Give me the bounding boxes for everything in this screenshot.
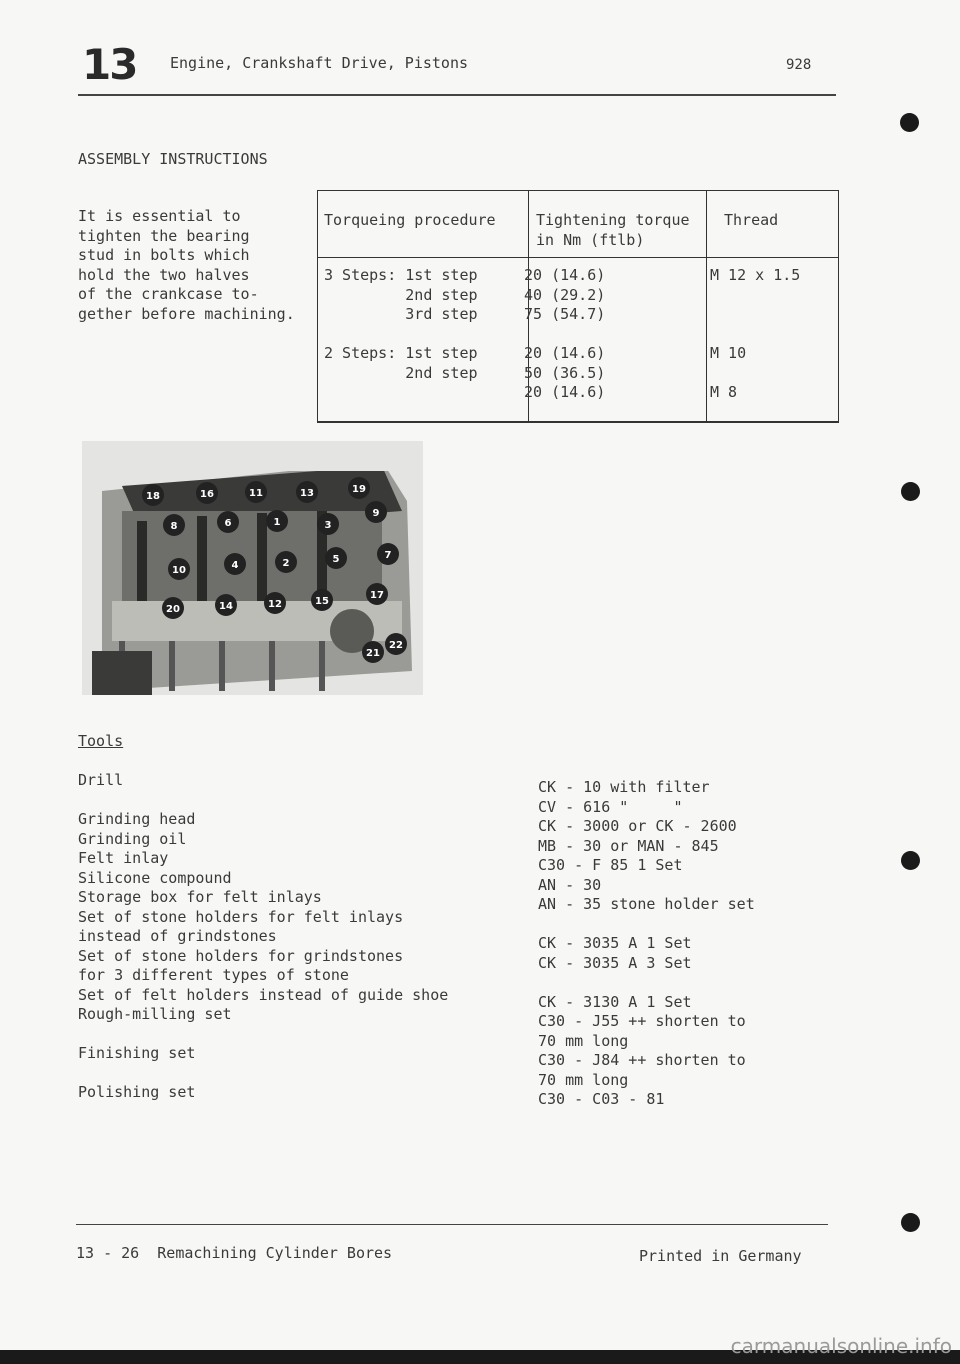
bolt-label: 19 <box>352 484 366 495</box>
bolt-label: 14 <box>219 601 233 612</box>
header-rule <box>78 94 836 96</box>
bolt-label: 3 <box>324 520 332 531</box>
table-header-thread: Thread <box>724 211 779 229</box>
tools-list: Drill Grinding head Grinding oil Felt inlay Silicone compound Storage box for felt inlays Set of stone holders for felt inlays instead of grindstones Set of stone holders for grindstones for 3 different types of stone Set of felt holders instead of guide shoe Rough-milling set Finishing set Polishing set <box>78 771 449 1101</box>
table-thread-column: M 12 x 1.5 M 10 M 8 <box>710 266 801 401</box>
tools-part-numbers: CK - 10 with filter CV - 616 " " CK - 3000 or CK - 2600 MB - 30 or MAN - 845 C30 - F 85 1 Set AN - 30 AN - 35 stone holder set CK - 3035 A 1 Set CK - 3035 A 3 Set CK - 3130 A 1 Set C30 - J55 ++ shorten to 70 mm long C30 - J84 ++ shorten to 70 mm long C30 - C03 - 81 <box>538 778 755 1108</box>
bolt-label: 18 <box>146 491 160 502</box>
binder-hole <box>901 1213 920 1232</box>
intro-paragraph: It is essential to tighten the bearing stud in bolts which hold the two halves of the crankcase to- gether before machining. <box>78 207 295 323</box>
bolt-label: 13 <box>300 488 314 499</box>
bolt-label: 21 <box>366 648 380 659</box>
bolt-label: 6 <box>224 518 232 529</box>
bolt-label: 5 <box>332 554 340 565</box>
bolt-label: 1 <box>273 517 281 528</box>
model-number: 928 <box>786 57 812 73</box>
bolt-label: 22 <box>389 640 403 651</box>
bolt-label: 16 <box>200 489 214 500</box>
binder-hole <box>901 482 920 501</box>
binder-hole <box>901 851 920 870</box>
chapter-title: Engine, Crankshaft Drive, Pistons <box>170 54 469 72</box>
bolt-label: 4 <box>231 560 239 571</box>
bolt-label: 11 <box>249 488 263 499</box>
table-header-torque: Tightening torque in Nm (ftlb) <box>536 211 690 249</box>
footer-page-reference: 13 - 26 Remachining Cylinder Bores <box>76 1244 393 1262</box>
bolt-label: 8 <box>170 521 178 532</box>
watermark: carmanualsonline.info <box>730 1334 952 1358</box>
bolt-label: 12 <box>268 599 282 610</box>
table-header-procedure: Torqueing procedure <box>324 211 496 229</box>
chapter-number: 13 <box>82 40 137 89</box>
tools-heading: Tools <box>78 732 124 750</box>
section-heading: ASSEMBLY INSTRUCTIONS <box>78 150 268 168</box>
footer-printed-note: Printed in Germany <box>639 1247 802 1265</box>
table-torque-column: 20 (14.6) 40 (29.2) 75 (54.7) 20 (14.6) 50 (36.5) 20 (14.6) <box>524 266 606 401</box>
bolt-label: 9 <box>372 508 380 519</box>
binder-hole <box>900 113 919 132</box>
bolt-label: 2 <box>282 558 290 569</box>
crankcase-photo <box>82 441 423 695</box>
bolt-label: 10 <box>172 565 186 576</box>
table-procedure-column: 3 Steps: 1st step 2nd step 3rd step 2 Steps: 1st step 2nd step <box>324 266 478 382</box>
crankcase-illustration <box>82 441 423 695</box>
bolt-label: 17 <box>370 590 384 601</box>
bolt-label: 15 <box>315 596 329 607</box>
bolt-label: 20 <box>166 604 180 615</box>
bolt-label: 7 <box>384 550 392 561</box>
torque-table <box>317 190 839 422</box>
footer-rule <box>76 1224 828 1225</box>
